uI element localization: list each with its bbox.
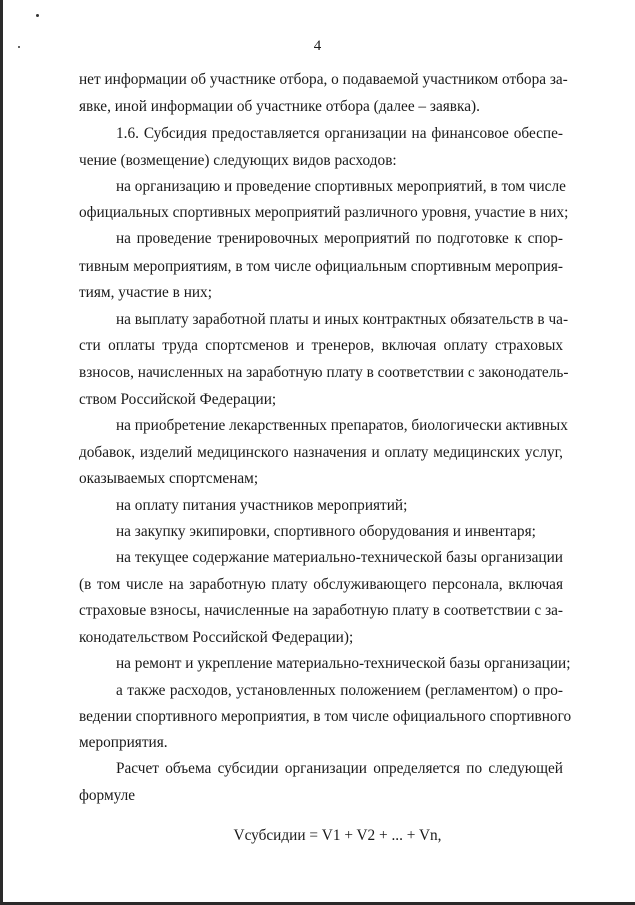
- text-line: а также расходов, установленных положением (регламентом) о про-: [116, 682, 563, 699]
- text-line: сти оплаты труда спортсменов и тренеров, включая оплату страховых: [79, 337, 563, 354]
- text-line: на выплату заработной платы и иных контрактных обязательств в ча-: [116, 311, 569, 328]
- text-line: на оплату питания участников мероприятий;: [116, 497, 408, 514]
- scan-speck: [36, 14, 39, 17]
- text-line: нет информации об участнике отбора, о подаваемой участником отбора за-: [79, 71, 568, 88]
- text-line: на ремонт и укрепление материально-технической базы организации;: [116, 655, 571, 672]
- text-line: (в том числе на заработную плату обслуживающего персонала, включая: [79, 576, 563, 593]
- text-line: добавок, изделий медицинского назначения и оплату медицинских услуг,: [79, 444, 563, 461]
- text-line: страховые взносы, начисленные на заработную плату в соответствии с за-: [79, 602, 563, 619]
- text-line: взносов, начисленных на заработную плату в соответствии с законодатель-: [79, 364, 569, 381]
- text-line: ведении спортивного мероприятия, в том числе официального спортивного: [79, 708, 572, 725]
- text-line: Расчет объема субсидии организации определяется по следующей: [116, 760, 563, 777]
- text-line: тивным мероприятиям, в том числе официальным спортивным мероприя-: [79, 258, 563, 275]
- subsidy-formula: Vсубсидии = V1 + V2 + ... + Vn,: [233, 827, 442, 844]
- text-line: явке, иной информации об участнике отбора (далее – заявка).: [79, 98, 480, 115]
- text-line: 1.6. Субсидия предоставляется организации на финансовое обеспе-: [116, 125, 563, 142]
- text-line: официальных спортивных мероприятий различного уровня, участие в них;: [79, 204, 569, 221]
- text-line: на организацию и проведение спортивных мероприятий, в том числе: [116, 178, 566, 195]
- text-line: чение (возмещение) следующих видов расходов:: [79, 152, 397, 169]
- scan-left-edge: [0, 0, 3, 905]
- text-line: на текущее содержание материально-технической базы организации: [116, 549, 563, 566]
- text-line: формуле: [79, 787, 136, 804]
- text-line: на проведение тренировочных мероприятий по подготовке к спор-: [116, 230, 563, 247]
- page-number: 4: [313, 38, 322, 54]
- text-line: ством Российской Федерации;: [79, 391, 277, 408]
- text-line: мероприятия.: [79, 734, 168, 751]
- text-line: тиям, участие в них;: [79, 284, 212, 301]
- text-line: на приобретение лекарственных препаратов, биологически активных: [116, 417, 568, 434]
- text-line: на закупку экипировки, спортивного оборудования и инвентаря;: [116, 523, 536, 540]
- text-line: конодательством Российской Федерации);: [79, 629, 354, 646]
- text-line: оказываемых спортсменам;: [79, 470, 259, 487]
